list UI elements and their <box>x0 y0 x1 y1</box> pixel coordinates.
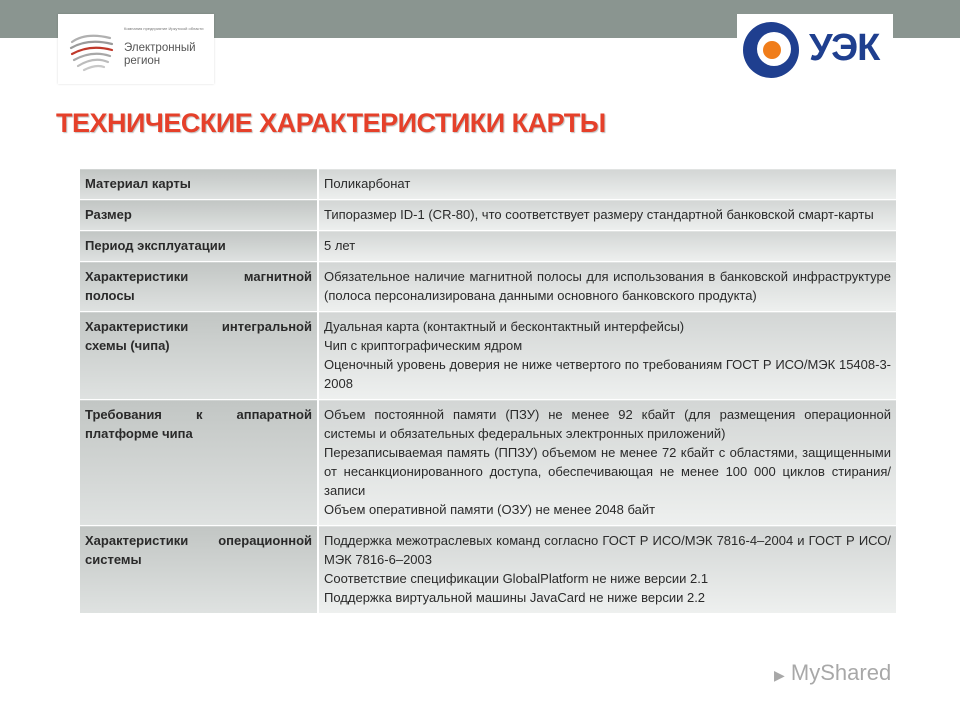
logo-name: Электронный регион <box>124 42 196 67</box>
param-cell: Материал карты <box>80 169 318 200</box>
value-cell: Дуальная карта (контактный и бесконтактный интерфейсы) Чип с криптографическим ядром Оценочный уровень доверия не ниже четвертого по требованиям ГОСТ Р ИСО/МЭК 15408-3-2008 <box>318 312 896 400</box>
table-row <box>80 231 896 262</box>
param-cell: Требования к аппаратной платформе чипа <box>80 400 318 526</box>
uek-emblem-icon <box>739 18 803 82</box>
value-cell: Обязательное наличие магнитной полосы для использования в банковской инфраструктуре (полоса персонализирована данными основного банковского продукта) <box>318 262 896 312</box>
table-row <box>80 312 896 400</box>
logo-caption: Компания предприятие Иркутской области <box>124 26 204 31</box>
param-cell: Характеристики магнитной полосы <box>80 262 318 312</box>
value-cell: Поддержка межотраслевых команд согласно ГОСТ Р ИСО/МЭК 7816-4–2004 и ГОСТ Р ИСО/МЭК 7816-6–2003 Соответствие спецификации GlobalPlatform не ниже версии 2.1 Поддержка виртуальной машины JavaCard не ниже версии 2.2 <box>318 526 896 614</box>
value-cell: 5 лет <box>318 231 896 262</box>
table-row <box>80 262 896 312</box>
param-cell: Период эксплуатации <box>80 231 318 262</box>
value-cell: Типоразмер ID-1 (CR-80), что соответствует размеру стандартной банковской смарт-карты <box>318 200 896 231</box>
specs-table <box>80 168 896 614</box>
uek-logo-text: УЭК <box>809 27 880 69</box>
table-row <box>80 400 896 526</box>
electronic-region-logo <box>58 14 214 84</box>
value-cell: Поликарбонат <box>318 169 896 200</box>
watermark: ▶ MyShared <box>774 660 892 685</box>
table-row <box>80 526 896 614</box>
page-title: ТЕХНИЧЕСКИЕ ХАРАКТЕРИСТИКИ КАРТЫ <box>56 108 606 138</box>
play-icon: ▶ <box>774 667 785 683</box>
param-cell: Характеристики операционной системы <box>80 526 318 614</box>
table-row <box>80 169 896 200</box>
param-cell: Размер <box>80 200 318 231</box>
value-cell: Объем постоянной памяти (ПЗУ) не менее 92 кбайт (для размещения операционной системы и обязательных федеральных электронных приложений) Перезаписываемая память (ППЗУ) объемом не менее 72 кбайт с областями, защищенными от несанкционированного доступа, обеспечивающая не менее 100 000 циклов стирания/записи Объем оперативной памяти (ОЗУ) не менее 2048 байт <box>318 400 896 526</box>
uek-logo <box>737 14 893 84</box>
russia-map-icon <box>66 24 118 76</box>
param-cell: Характеристики интегральной схемы (чипа) <box>80 312 318 400</box>
table-row <box>80 200 896 231</box>
